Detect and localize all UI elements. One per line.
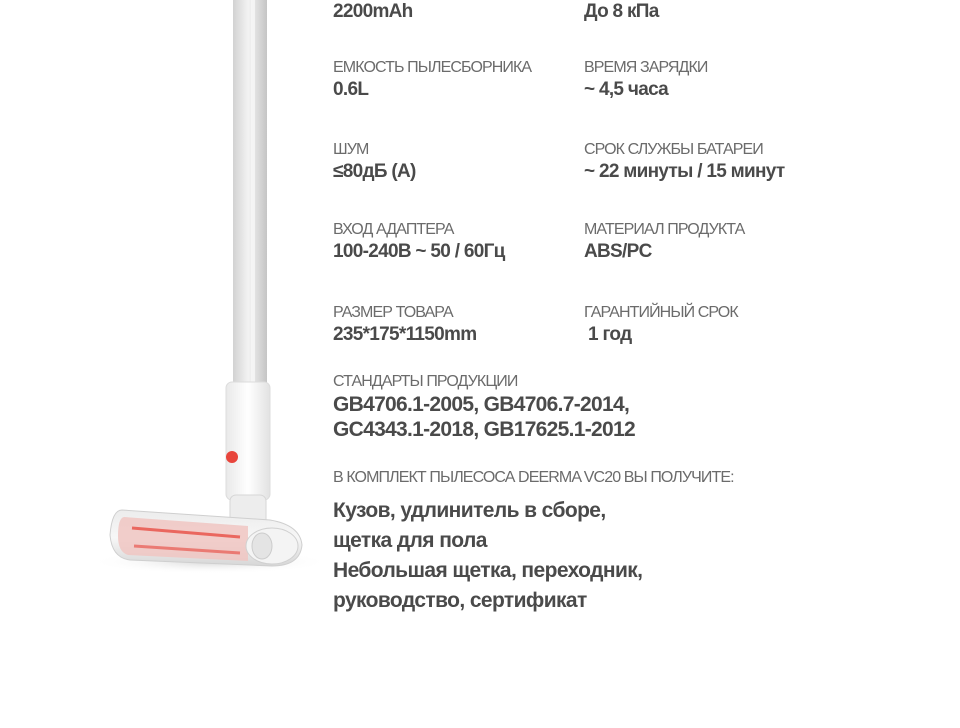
spec-suction: [584, 0, 659, 24]
spec-label: ГАРАНТИЙНЫЙ СРОК: [584, 304, 738, 321]
spec-label: СТАНДАРТЫ ПРОДУКЦИИ: [333, 373, 518, 390]
spec-value: ≤80дБ (A): [333, 161, 416, 182]
spec-value: 100-240В ~ 50 / 60Гц: [333, 241, 505, 262]
vacuum-cleaner-illustration: [0, 0, 330, 728]
spec-value: 1 год: [588, 324, 632, 345]
spec-battery-life: [584, 140, 785, 184]
spec-value: До 8 кПа: [584, 1, 659, 22]
spec-value: 235*175*1150mm: [333, 324, 477, 345]
spec-warranty: [584, 303, 738, 347]
package-contents: [333, 468, 734, 616]
spec-value-line: GC4343.1-2018, GB17625.1-2012: [333, 418, 635, 441]
spec-value: ABS/PC: [584, 241, 652, 262]
spec-label: ШУМ: [333, 141, 369, 158]
package-line: Кузов, удлинитель в сборе,: [333, 499, 606, 522]
package-line: щетка для пола: [333, 529, 487, 552]
spec-label: СРОК СЛУЖБЫ БАТАРЕИ: [584, 141, 763, 158]
package-line: Небольшая щетка, переходник,: [333, 559, 643, 582]
spec-noise: [333, 140, 416, 184]
vacuum-tube: [233, 0, 267, 388]
spec-battery-capacity: [333, 0, 413, 24]
spec-size: [333, 303, 476, 347]
spec-label: РАЗМЕР ТОВАРА: [333, 304, 453, 321]
package-line: руководство, сертификат: [333, 589, 587, 612]
spec-material: [584, 220, 744, 264]
spec-value: ~ 4,5 часа: [584, 79, 669, 100]
vacuum-handle-body: [226, 382, 270, 500]
spec-adapter-input: [333, 220, 505, 264]
spec-label: ВХОД АДАПТЕРА: [333, 221, 454, 238]
spec-label: ВРЕМЯ ЗАРЯДКИ: [584, 59, 708, 76]
spec-value-line: GB4706.1-2005, GB4706.7-2014,: [333, 393, 630, 416]
power-indicator: [226, 451, 238, 463]
spec-label: МАТЕРИАЛ ПРОДУКТА: [584, 221, 745, 238]
spec-charge-time: [584, 58, 708, 102]
spec-value: ~ 22 минуты / 15 минут: [584, 161, 785, 182]
spec-value: 2200mAh: [333, 1, 413, 22]
spec-label: ЕМКОСТЬ ПЫЛЕСБОРНИКА: [333, 59, 532, 76]
spec-value: 0.6L: [333, 79, 369, 100]
spec-standards: [333, 372, 635, 442]
package-label: В КОМПЛЕКТ ПЫЛЕСОСА DEERMA VC20 ВЫ ПОЛУЧИТЕ:: [333, 469, 734, 486]
spec-dust-capacity: [333, 58, 531, 102]
